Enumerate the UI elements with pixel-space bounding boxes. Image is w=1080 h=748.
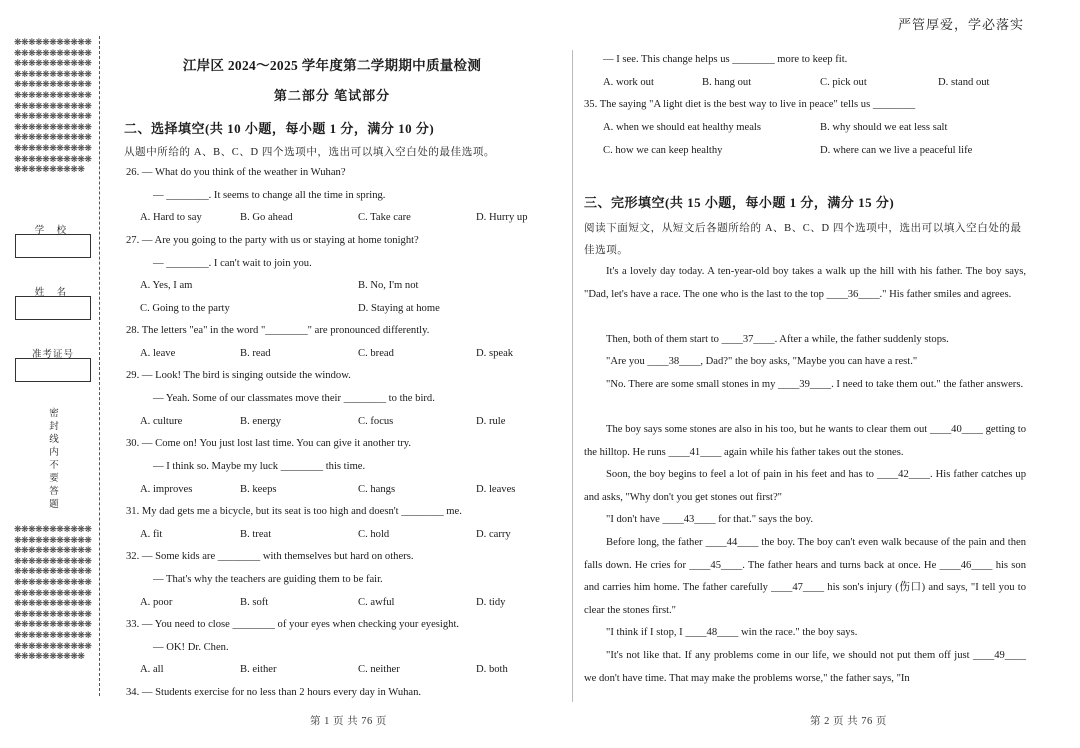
exam-id-field[interactable]: [15, 358, 91, 382]
q34-option-b: B. hang out: [702, 77, 752, 88]
q35-option-a: A. when we should eat healthy meals: [603, 122, 761, 133]
cloze-paragraph-4: "No. There are some small stones in my ____39____. I need to take them out." the father answers.: [606, 379, 1024, 390]
cloze-paragraph-1: It's a lovely day today. A ten-year-old boy takes a walk up the hill with his father. The boy says, "Dad, let's have a race. The one who is the last to the top ____36____." His father smiles and agrees.: [584, 266, 1026, 300]
q28-option-b: B. read: [240, 348, 271, 359]
part-title: 第二部分 笔试部分: [273, 88, 391, 103]
q33-option-d: D. both: [476, 664, 508, 675]
question-29: 29. — Look! The bird is singing outside the window.: [126, 370, 351, 381]
question-26: 26. — What do you think of the weather in Wuhan?: [126, 167, 346, 178]
question-35: 35. The saying "A light diet is the best way to live in peace" tells us ________: [584, 99, 916, 110]
q28-option-c: C. bread: [358, 348, 394, 359]
cloze-paragraph-3: "Are you ____38____, Dad?" the boy asks, "Maybe you can have a rest.": [606, 356, 918, 367]
school-label: 学 校: [34, 226, 72, 236]
cloze-paragraph-10: "It's not like that. If any problems come in our life, we should not put them off just ____49____ we don't have time. That may make the problems worse," the father says, "In: [584, 650, 1026, 684]
q33-option-c: C. neither: [358, 664, 400, 675]
q32-option-a: A. poor: [140, 597, 173, 608]
q30-option-a: A. improves: [140, 484, 193, 495]
cloze-paragraph-2: Then, both of them start to ____37____. After a while, the father suddenly stops.: [606, 334, 949, 345]
section2-instruction: 从题中所给的 A、B、C、D 四个选项中，选出可以填入空白处的最佳选项。: [124, 147, 496, 158]
q34-option-a: A. work out: [603, 77, 654, 88]
question-26-reply: — ________. It seems to change all the time in spring.: [153, 190, 386, 201]
question-27-reply: — ________. I can't wait to join you.: [153, 258, 312, 269]
page-motto: 严管厚爱，学必落实: [897, 17, 1024, 32]
q32-option-c: C. awful: [358, 597, 395, 608]
q27-option-c: C. Going to the party: [140, 303, 230, 314]
school-field[interactable]: [15, 234, 91, 258]
q30-option-b: B. keeps: [240, 484, 277, 495]
q29-option-b: B. energy: [240, 416, 281, 427]
q29-option-d: D. rule: [476, 416, 506, 427]
q35-option-d: D. where can we live a peaceful life: [820, 145, 973, 156]
q29-option-c: C. focus: [358, 416, 394, 427]
section3-heading: 三、完形填空(共 15 小题，每小题 1 分，满分 15 分): [584, 195, 895, 210]
decorative-border-top: ❋❋❋❋❋❋❋❋❋❋❋❋❋❋❋❋❋❋❋❋❋❋❋❋❋❋❋❋❋❋❋❋❋❋❋❋❋❋❋❋❋❋❋❋❋❋❋❋❋❋❋❋❋❋❋❋❋❋❋❋❋❋❋❋❋❋❋❋❋❋❋❋❋❋❋❋❋❋❋❋❋❋❋❋❋❋❋❋❋❋❋❋❋❋❋❋❋❋❋❋❋❋❋❋❋❋❋❋❋❋❋❋❋❋❋❋❋❋❋❋❋❋❋❋❋❋❋❋❋❋❋❋❋❋❋❋❋❋❋❋❋❋: [14, 38, 92, 176]
q31-option-b: B. treat: [240, 529, 272, 540]
q30-option-d: D. leaves: [476, 484, 516, 495]
question-31: 31. My dad gets me a bicycle, but its seat is too high and doesn't ________ me.: [126, 506, 462, 517]
question-34-reply: — I see. This change helps us ________ more to keep fit.: [603, 54, 848, 65]
q31-option-d: D. carry: [476, 529, 511, 540]
q28-option-a: A. leave: [140, 348, 176, 359]
question-28: 28. The letters "ea" in the word "________" are pronounced differently.: [126, 325, 430, 336]
page-2-footer: 第 2 页 共 76 页: [810, 716, 887, 727]
q30-option-c: C. hangs: [358, 484, 396, 495]
q28-option-d: D. speak: [476, 348, 514, 359]
exam-id-label: 准考证号: [31, 350, 74, 360]
question-32: 32. — Some kids are ________ with themselves but hard on others.: [126, 551, 414, 562]
cloze-paragraph-5: The boy says some stones are also in his too, but he wants to clear them out ____40____ getting to the hilltop. He runs ____41____ again while his father takes out the stones.: [584, 424, 1026, 458]
binding-margin: [12, 36, 100, 696]
cloze-paragraph-9: "I think if I stop, I ____48____ win the race." the boy says.: [606, 627, 858, 638]
q31-option-c: C. hold: [358, 529, 390, 540]
q27-option-b: B. No, I'm not: [358, 280, 419, 291]
q34-option-d: D. stand out: [938, 77, 990, 88]
q29-option-a: A. culture: [140, 416, 183, 427]
cloze-paragraph-7: "I don't have ____43____ for that." says the boy.: [606, 514, 813, 525]
q32-option-d: D. tidy: [476, 597, 506, 608]
question-33-reply: — OK! Dr. Chen.: [153, 642, 229, 653]
q33-option-b: B. either: [240, 664, 277, 675]
q27-option-a: A. Yes, I am: [140, 280, 193, 291]
q26-option-c: C. Take care: [358, 212, 411, 223]
q35-option-c: C. how we can keep healthy: [603, 145, 723, 156]
question-29-reply: — Yeah. Some of our classmates move their ________ to the bird.: [153, 393, 435, 404]
page-1-footer: 第 1 页 共 76 页: [310, 716, 387, 727]
cloze-paragraph-8: Before long, the father ____44____ the boy. The boy can't even walk because of the pain and then falls down. He cries for ____45____. The father hears and turns back at once. He ____46____ his son and carries him home. The father carefully ____47____ his son's injury (伤口) and says, "I tell you to clear the stones first.": [584, 537, 1026, 616]
q34-option-c: C. pick out: [820, 77, 867, 88]
q32-option-b: B. soft: [240, 597, 269, 608]
q26-option-a: A. Hard to say: [140, 212, 202, 223]
seal-line-notice: 密封线内不要答题: [49, 409, 59, 510]
question-34: 34. — Students exercise for no less than 2 hours every day in Wuhan.: [126, 687, 422, 698]
decorative-border-bottom: ❋❋❋❋❋❋❋❋❋❋❋❋❋❋❋❋❋❋❋❋❋❋❋❋❋❋❋❋❋❋❋❋❋❋❋❋❋❋❋❋❋❋❋❋❋❋❋❋❋❋❋❋❋❋❋❋❋❋❋❋❋❋❋❋❋❋❋❋❋❋❋❋❋❋❋❋❋❋❋❋❋❋❋❋❋❋❋❋❋❋❋❋❋❋❋❋❋❋❋❋❋❋❋❋❋❋❋❋❋❋❋❋❋❋❋❋❋❋❋❋❋❋❋❋❋❋❋❋❋❋❋❋❋❋❋❋❋❋❋❋❋❋: [14, 525, 92, 663]
q26-option-b: B. Go ahead: [240, 212, 293, 223]
q27-option-d: D. Staying at home: [358, 303, 440, 314]
q35-option-b: B. why should we eat less salt: [820, 122, 948, 133]
column-divider: [572, 50, 573, 702]
q33-option-a: A. all: [140, 664, 164, 675]
question-27: 27. — Are you going to the party with us or staying at home tonight?: [126, 235, 419, 246]
cloze-paragraph-6: Soon, the boy begins to feel a lot of pain in his feet and has to ____42____. His father catches up and asks, "Why don't you get stones out first?": [584, 469, 1026, 503]
name-label: 姓 名: [34, 288, 72, 298]
section2-heading: 二、选择填空(共 10 小题，每小题 1 分，满分 10 分): [124, 121, 435, 136]
question-33: 33. — You need to close ________ of your eyes when checking your eyesight.: [126, 619, 460, 630]
question-30-reply: — I think so. Maybe my luck ________ this time.: [153, 461, 366, 472]
q26-option-d: D. Hurry up: [476, 212, 528, 223]
section3-instruction: 阅读下面短文，从短文后各题所给的 A、B、C、D 四个选项中，选出可以填入空白处的最佳选项。: [584, 223, 1022, 256]
exam-title: 江岸区 2024～2025 学年度第二学期期中质量检测: [182, 58, 482, 73]
question-32-reply: — That's why the teachers are guiding them to be fair.: [153, 574, 383, 585]
name-field[interactable]: [15, 296, 91, 320]
q31-option-a: A. fit: [140, 529, 163, 540]
question-30: 30. — Come on! You just lost last time. You can give it another try.: [126, 438, 412, 449]
